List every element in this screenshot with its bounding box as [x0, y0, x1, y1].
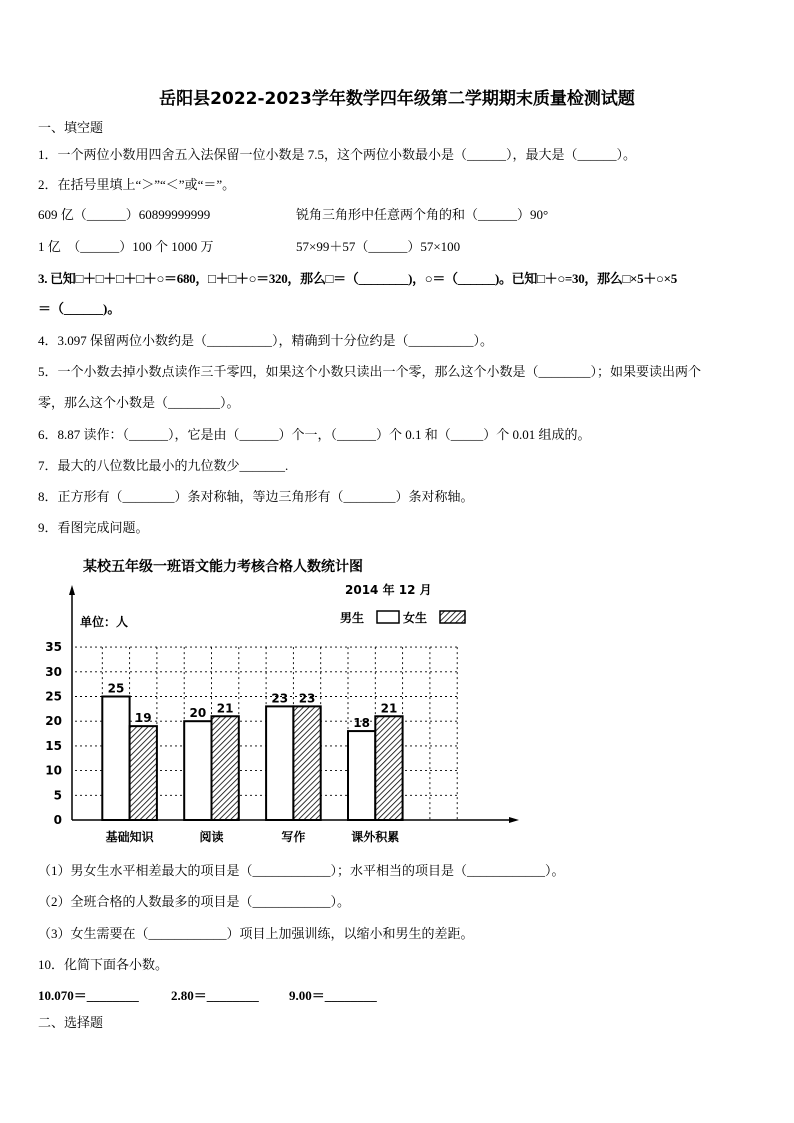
question-7: 7．最大的八位数比最小的九位数少_______.	[38, 458, 289, 473]
chart-title: 某校五年级一班语文能力考核合格人数统计图	[83, 559, 363, 575]
legend-label-girls: 女生	[403, 611, 428, 625]
bar-girls	[130, 726, 157, 820]
page-title: 岳阳县2022-2023学年数学四年级第二学期期末质量检测试题	[159, 89, 635, 109]
question-2-row1-left: 609 亿（______）60899999999	[38, 207, 211, 222]
bar-value-label: 20	[189, 706, 207, 721]
bar-value-label: 23	[271, 691, 289, 706]
question-3-line2: ＝（______)。	[38, 301, 121, 316]
question-2-row2-right: 57×99＋57（______）57×100	[296, 239, 461, 254]
question-8: 8．正方形有（________）条对称轴，等边三角形有（________）条对称轴。	[38, 489, 474, 504]
question-2-row1-right: 锐角三角形中任意两个角的和（______）90°	[296, 207, 549, 222]
question-9-sub3: （3）女生需要在（____________）项目上加强训练，以缩小和男生的差距。	[38, 926, 474, 941]
question-9-stem: 9．看图完成问题。	[38, 520, 149, 535]
bar-girls	[212, 716, 239, 820]
question-10-item: 10.070＝________	[38, 988, 139, 1003]
question-2-row2-left: 1 亿 （______）100 个 1000 万	[38, 239, 214, 254]
section-choice-heading: 二、选择题	[38, 1015, 104, 1030]
question-1: 1．一个两位小数用四舍五入法保留一位小数是 7.5，这个两位小数最小是（______），最大是（______）。	[38, 147, 637, 162]
bar-girls	[293, 706, 320, 820]
question-9-sub1: （1）男女生水平相差最大的项目是（____________）；水平相当的项目是（____________）。	[38, 863, 565, 878]
category-label: 基础知识	[105, 830, 154, 844]
chart-subtitle: 2014 年 12 月	[345, 583, 432, 597]
question-10-item: 2.80＝________	[171, 988, 259, 1003]
category-label: 课外积累	[351, 830, 400, 844]
bar-value-label: 18	[353, 716, 371, 731]
question-3-line1: 3. 已知□＋□＋□＋□＋○＝680，□＋□＋○＝320，那么□＝（________)，○＝（______)。已知□＋○=30，那么□×5＋○×5	[38, 271, 677, 286]
question-10-stem: 10．化简下面各小数。	[38, 957, 169, 972]
bar-boys	[184, 721, 211, 820]
bar-chart	[30, 550, 530, 850]
x-axis-arrow	[509, 817, 519, 823]
legend-label-boys: 男生	[340, 611, 365, 625]
bar-boys	[102, 697, 129, 821]
question-5-line1: 5．一个小数去掉小数点读作三千零四，如果这个小数只读出一个零，那么这个小数是（________）；如果要读出两个	[38, 364, 702, 379]
question-9-sub2: （2）全班合格的人数最多的项目是（____________）。	[38, 894, 351, 909]
bar-value-label: 21	[216, 701, 234, 716]
question-6: 6．8.87 读作：（______），它是由（______）个一，（______）个 0.1 和（_____）个 0.01 组成的。	[38, 427, 591, 442]
bar-boys	[266, 706, 293, 820]
bar-boys	[348, 731, 375, 820]
y-tick-label: 15	[45, 738, 62, 753]
question-10-item: 9.00＝________	[289, 988, 377, 1003]
bar-value-label: 21	[380, 701, 398, 716]
y-tick-label: 30	[45, 664, 62, 679]
y-axis-arrow	[69, 585, 75, 595]
y-tick-label: 10	[45, 763, 62, 778]
bar-value-label: 25	[107, 681, 125, 696]
y-tick-label: 20	[45, 714, 62, 729]
question-2-stem: 2．在括号里填上“＞”“＜”或“＝”。	[38, 177, 236, 192]
y-tick-label: 5	[53, 788, 62, 803]
legend-swatch-boys	[377, 611, 399, 623]
chart-unit-label: 单位：人	[80, 615, 129, 629]
question-4: 4．3.097 保留两位小数约是（__________），精确到十分位约是（__________）。	[38, 333, 494, 348]
category-label: 阅读	[199, 830, 224, 844]
y-tick-label: 0	[53, 813, 62, 827]
y-tick-label: 25	[45, 689, 62, 704]
legend-swatch-girls	[440, 611, 465, 623]
bar-value-label: 19	[134, 711, 152, 726]
section-fill-in-heading: 一、填空题	[38, 120, 104, 135]
question-5-line2: 零，那么这个小数是（________）。	[38, 395, 240, 410]
category-label: 写作	[281, 830, 306, 844]
bar-girls	[375, 716, 402, 820]
y-tick-label: 35	[45, 640, 62, 655]
bar-value-label: 23	[298, 691, 316, 706]
